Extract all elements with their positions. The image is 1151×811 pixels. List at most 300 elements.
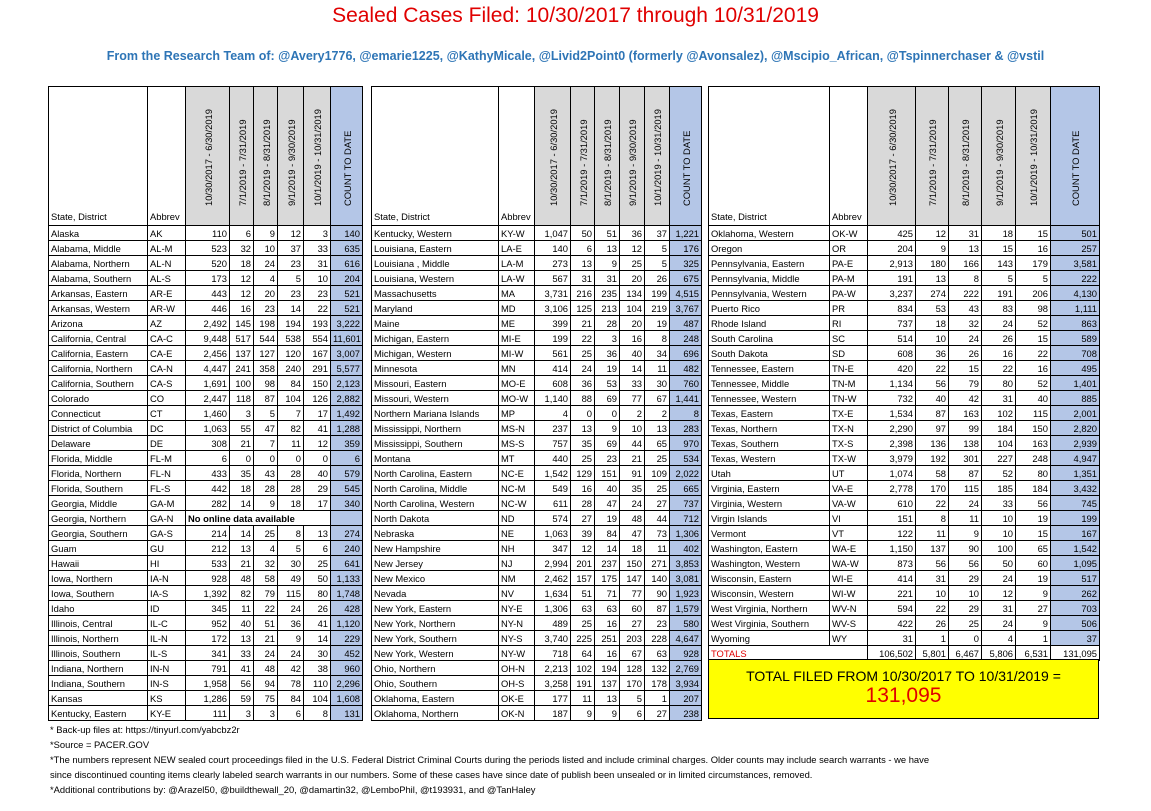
district-name: North Carolina, Western <box>372 496 499 511</box>
header-period <box>949 87 982 226</box>
count-to-date: 580 <box>670 616 702 631</box>
period-count: 53 <box>595 376 620 391</box>
period-count: 150 <box>304 376 331 391</box>
count-to-date: 1,111 <box>1051 301 1100 316</box>
district-name: Virgin Islands <box>709 511 830 526</box>
period-count: 31 <box>595 271 620 286</box>
period-count: 50 <box>304 571 331 586</box>
count-to-date: 579 <box>331 466 363 481</box>
table-row <box>49 286 363 301</box>
period-count: 36 <box>595 346 620 361</box>
period-count: 1,542 <box>535 466 571 481</box>
district-name: Kansas <box>49 691 148 706</box>
period-count: 67 <box>620 646 645 661</box>
district-name: California, Southern <box>49 376 148 391</box>
district-name: Virginia, Eastern <box>709 481 830 496</box>
district-name: New Jersey <box>372 556 499 571</box>
district-abbrev: NM <box>499 571 535 586</box>
district-name: Mississippi, Northern <box>372 421 499 436</box>
district-abbrev: VI <box>830 511 868 526</box>
period-count: 51 <box>595 226 620 241</box>
period-count: 11 <box>916 526 949 541</box>
period-count: 1 <box>645 691 670 706</box>
period-count: 102 <box>571 661 595 676</box>
district-abbrev: NC-W <box>499 496 535 511</box>
count-to-date: 2,001 <box>1051 406 1100 421</box>
period-count: 10 <box>949 586 982 601</box>
district-name: New Hampshire <box>372 541 499 556</box>
period-count: 0 <box>949 631 982 646</box>
period-count: 125 <box>571 301 595 316</box>
period-count: 425 <box>868 226 916 241</box>
district-abbrev: GA-S <box>148 526 186 541</box>
period-count: 40 <box>916 391 949 406</box>
period-count: 42 <box>949 391 982 406</box>
table-row <box>372 421 702 436</box>
period-count: 52 <box>1016 316 1051 331</box>
count-to-date: 1,120 <box>331 616 363 631</box>
district-abbrev: CO <box>148 391 186 406</box>
period-count: 118 <box>230 391 254 406</box>
period-count: 12 <box>916 226 949 241</box>
count-to-date: 3,934 <box>670 676 702 691</box>
period-count: 56 <box>1016 496 1051 511</box>
district-name: Colorado <box>49 391 148 406</box>
period-count: 56 <box>949 556 982 571</box>
period-count: 35 <box>620 481 645 496</box>
district-abbrev: NY-S <box>499 631 535 646</box>
period-count: 34 <box>645 346 670 361</box>
district-name: Tennessee, Eastern <box>709 361 830 376</box>
table-row <box>49 616 363 631</box>
period-count: 213 <box>595 301 620 316</box>
period-count: 0 <box>230 451 254 466</box>
period-count: 31 <box>868 631 916 646</box>
period-count: 2,456 <box>186 346 230 361</box>
footnote-contributors: *Additional contributions by: @Arazel50, @buildthewall_20, @damartin32, @LemboPhil, @t193931, and @TanHaley <box>50 784 536 795</box>
period-count: 17 <box>304 406 331 421</box>
count-to-date: 708 <box>1051 346 1100 361</box>
district-abbrev: FL-S <box>148 481 186 496</box>
district-abbrev: SC <box>830 331 868 346</box>
period-count: 136 <box>916 436 949 451</box>
district-name: Georgia, Northern <box>49 511 148 526</box>
district-name: Pennsylvania, Western <box>709 286 830 301</box>
total-period: 6,531 <box>1016 646 1051 661</box>
district-name: Texas, Eastern <box>709 406 830 421</box>
header-period <box>868 87 916 226</box>
total-period: 5,801 <box>916 646 949 661</box>
period-count: 109 <box>645 466 670 481</box>
period-count: 3 <box>304 226 331 241</box>
period-count: 221 <box>868 586 916 601</box>
count-to-date: 402 <box>670 541 702 556</box>
period-count: 65 <box>645 436 670 451</box>
period-count: 23 <box>278 256 304 271</box>
district-abbrev: NY-W <box>499 646 535 661</box>
district-name: Iowa, Southern <box>49 586 148 601</box>
header-count-label: COUNT TO DATE <box>341 130 353 206</box>
count-to-date: 248 <box>670 331 702 346</box>
period-count: 87 <box>916 406 949 421</box>
period-count: 22 <box>1016 346 1051 361</box>
table-row <box>372 226 702 241</box>
period-count: 40 <box>304 466 331 481</box>
period-count: 235 <box>595 286 620 301</box>
period-count: 69 <box>595 391 620 406</box>
period-count: 7 <box>278 406 304 421</box>
period-count: 2,213 <box>535 661 571 676</box>
period-count: 544 <box>254 331 278 346</box>
district-name: Missouri, Western <box>372 391 499 406</box>
district-name: Michigan, Western <box>372 346 499 361</box>
count-to-date: 4,515 <box>670 286 702 301</box>
period-count: 104 <box>304 691 331 706</box>
period-count: 0 <box>278 451 304 466</box>
district-name: Illinois, Northern <box>49 631 148 646</box>
period-count: 21 <box>254 631 278 646</box>
table-row <box>49 436 363 451</box>
count-to-date: 1,401 <box>1051 376 1100 391</box>
district-name: West Virginia, Southern <box>709 616 830 631</box>
district-name: Nevada <box>372 586 499 601</box>
count-to-date: 675 <box>670 271 702 286</box>
period-count: 150 <box>620 556 645 571</box>
district-name: Montana <box>372 451 499 466</box>
period-count: 22 <box>916 361 949 376</box>
table-row <box>49 631 363 646</box>
page-subtitle: From the Research Team of: @Avery1776, @emarie1225, @KathyMicale, @Livid2Point0 (formerly @Avonsalez), @Mscipio_African, @Tspinnerchaser & @vstil <box>106 49 1045 63</box>
period-count: 358 <box>254 361 278 376</box>
period-count: 15 <box>1016 331 1051 346</box>
header-period-label: 7/1/2019 - 7/31/2019 <box>927 119 938 206</box>
district-abbrev: CT <box>148 406 186 421</box>
period-count: 757 <box>535 436 571 451</box>
period-count: 237 <box>595 556 620 571</box>
period-count: 12 <box>620 241 645 256</box>
period-count: 52 <box>1016 376 1051 391</box>
district-abbrev: MT <box>499 451 535 466</box>
district-abbrev: OK-E <box>499 691 535 706</box>
period-count: 50 <box>571 226 595 241</box>
period-count: 2,778 <box>868 481 916 496</box>
period-count: 13 <box>916 271 949 286</box>
period-count: 517 <box>230 331 254 346</box>
period-count: 31 <box>949 226 982 241</box>
district-abbrev: WV-N <box>830 601 868 616</box>
table-row <box>49 256 363 271</box>
district-name: Ohio, Southern <box>372 676 499 691</box>
period-count: 4 <box>535 406 571 421</box>
district-name: Maine <box>372 316 499 331</box>
period-count: 22 <box>254 601 278 616</box>
header-period-label: 10/30/2017 - 6/30/2019 <box>202 109 214 206</box>
header-period <box>1016 87 1051 226</box>
period-count: 28 <box>254 481 278 496</box>
count-to-date: 167 <box>1051 526 1100 541</box>
period-count: 248 <box>1016 451 1051 466</box>
district-name: New Mexico <box>372 571 499 586</box>
header-period-label: 10/1/2019 - 10/31/2019 <box>312 109 323 206</box>
period-count: 9 <box>278 631 304 646</box>
period-count: 554 <box>304 331 331 346</box>
district-name: New York, Southern <box>372 631 499 646</box>
period-count: 23 <box>278 286 304 301</box>
period-count: 71 <box>595 586 620 601</box>
period-count: 206 <box>1016 286 1051 301</box>
period-count: 110 <box>186 226 230 241</box>
district-name: Georgia, Southern <box>49 526 148 541</box>
period-count: 2,913 <box>868 256 916 271</box>
period-count: 23 <box>254 301 278 316</box>
count-to-date: 3,853 <box>670 556 702 571</box>
period-count: 87 <box>949 466 982 481</box>
table-row <box>49 346 363 361</box>
period-count: 9 <box>595 706 620 721</box>
period-count: 1,063 <box>186 421 230 436</box>
period-count: 178 <box>645 676 670 691</box>
period-count: 13 <box>304 526 331 541</box>
district-name: Connecticut <box>49 406 148 421</box>
header-row <box>49 87 363 226</box>
district-abbrev: AR-W <box>148 301 186 316</box>
period-count: 24 <box>571 361 595 376</box>
count-to-date: 482 <box>670 361 702 376</box>
district-name: Delaware <box>49 436 148 451</box>
period-count: 22 <box>571 331 595 346</box>
district-abbrev: TN-M <box>830 376 868 391</box>
district-abbrev: GA-M <box>148 496 186 511</box>
period-count: 99 <box>949 421 982 436</box>
period-count: 132 <box>645 661 670 676</box>
district-abbrev: IA-S <box>148 586 186 601</box>
period-count: 489 <box>535 616 571 631</box>
period-count: 21 <box>620 451 645 466</box>
period-count: 341 <box>186 646 230 661</box>
district-abbrev: IN-N <box>148 661 186 676</box>
period-count: 13 <box>949 241 982 256</box>
period-count: 225 <box>571 631 595 646</box>
district-name: Oklahoma, Northern <box>372 706 499 721</box>
table-row <box>709 346 1100 361</box>
period-count: 791 <box>186 661 230 676</box>
count-to-date: 589 <box>1051 331 1100 346</box>
district-abbrev: NY-N <box>499 616 535 631</box>
period-count: 138 <box>949 436 982 451</box>
header-period-label: 8/1/2019 - 8/31/2019 <box>260 119 272 206</box>
period-count: 308 <box>186 436 230 451</box>
period-count: 11 <box>645 361 670 376</box>
period-count: 129 <box>571 466 595 481</box>
period-count: 3,979 <box>868 451 916 466</box>
period-count: 22 <box>982 361 1016 376</box>
period-count: 18 <box>230 481 254 496</box>
period-count: 28 <box>595 316 620 331</box>
period-count: 291 <box>304 361 331 376</box>
district-name: Louisiana, Eastern <box>372 241 499 256</box>
period-count: 25 <box>645 481 670 496</box>
period-count: 18 <box>916 316 949 331</box>
count-to-date: 534 <box>670 451 702 466</box>
district-name: North Carolina, Eastern <box>372 466 499 481</box>
district-abbrev: PR <box>830 301 868 316</box>
period-count: 97 <box>916 421 949 436</box>
count-to-date: 2,939 <box>1051 436 1100 451</box>
period-count: 47 <box>620 526 645 541</box>
period-count: 65 <box>1016 541 1051 556</box>
period-count: 3 <box>595 331 620 346</box>
period-count: 25 <box>949 616 982 631</box>
period-count: 16 <box>620 331 645 346</box>
period-count: 166 <box>949 256 982 271</box>
header-abbrev: Abbrev <box>148 87 186 226</box>
count-to-date: 3,432 <box>1051 481 1100 496</box>
district-abbrev: MN <box>499 361 535 376</box>
period-count: 33 <box>230 646 254 661</box>
district-abbrev: SD <box>830 346 868 361</box>
district-abbrev: PA-E <box>830 256 868 271</box>
period-count: 47 <box>595 496 620 511</box>
total-filed-value: 131,095 <box>865 684 942 707</box>
period-count: 11 <box>645 541 670 556</box>
table-row <box>49 301 363 316</box>
table-row <box>49 226 363 241</box>
district-abbrev: LA-W <box>499 271 535 286</box>
period-count: 28 <box>571 496 595 511</box>
period-count: 180 <box>916 256 949 271</box>
period-count: 33 <box>982 496 1016 511</box>
district-abbrev: AR-E <box>148 286 186 301</box>
period-count: 177 <box>535 691 571 706</box>
period-count: 3 <box>254 706 278 721</box>
period-count: 928 <box>186 571 230 586</box>
table-row <box>372 526 702 541</box>
count-to-date: 616 <box>331 256 363 271</box>
header-period <box>186 87 230 226</box>
period-count: 214 <box>186 526 230 541</box>
district-name: Illinois, Central <box>49 616 148 631</box>
district-abbrev: AK <box>148 226 186 241</box>
header-period <box>916 87 949 226</box>
header-period <box>982 87 1016 226</box>
table-row <box>372 676 702 691</box>
district-abbrev: OR <box>830 241 868 256</box>
header-period-label: 7/1/2019 - 7/31/2019 <box>236 119 248 206</box>
district-name: Florida, Northern <box>49 466 148 481</box>
period-count: 13 <box>595 241 620 256</box>
period-count: 137 <box>595 676 620 691</box>
period-count: 52 <box>982 466 1016 481</box>
period-count: 1 <box>1016 631 1051 646</box>
period-count: 14 <box>595 541 620 556</box>
header-period <box>535 87 571 226</box>
count-to-date: 37 <box>1051 631 1100 646</box>
district-name: Maryland <box>372 301 499 316</box>
period-count: 9 <box>571 706 595 721</box>
table-row <box>372 556 702 571</box>
district-table-2 <box>371 86 702 721</box>
period-count: 12 <box>571 541 595 556</box>
header-period-label: 10/1/2019 - 10/31/2019 <box>1028 109 1039 206</box>
period-count: 18 <box>620 541 645 556</box>
table-row <box>372 616 702 631</box>
count-to-date: 359 <box>331 436 363 451</box>
period-count: 1,134 <box>868 376 916 391</box>
period-count: 120 <box>278 346 304 361</box>
period-count: 157 <box>571 571 595 586</box>
district-name: Tennessee, Middle <box>709 376 830 391</box>
count-to-date: 495 <box>1051 361 1100 376</box>
no-data-note: No online data available <box>186 511 331 526</box>
totals-label: TOTALS <box>709 646 868 661</box>
count-to-date: 641 <box>331 556 363 571</box>
count-to-date: 517 <box>1051 571 1100 586</box>
period-count: 32 <box>230 241 254 256</box>
period-count: 422 <box>868 616 916 631</box>
period-count: 35 <box>571 436 595 451</box>
period-count: 75 <box>254 691 278 706</box>
period-count: 175 <box>595 571 620 586</box>
district-abbrev: MS-S <box>499 436 535 451</box>
period-count: 1,140 <box>535 391 571 406</box>
period-count: 191 <box>868 271 916 286</box>
period-count: 48 <box>620 511 645 526</box>
period-count: 574 <box>535 511 571 526</box>
period-count: 41 <box>304 616 331 631</box>
period-count: 184 <box>1016 481 1051 496</box>
district-name: Minnesota <box>372 361 499 376</box>
period-count: 13 <box>571 421 595 436</box>
period-count: 6 <box>230 226 254 241</box>
period-count: 10 <box>620 421 645 436</box>
count-to-date: 970 <box>670 436 702 451</box>
count-to-date: 2,123 <box>331 376 363 391</box>
period-count: 24 <box>254 646 278 661</box>
period-count: 420 <box>868 361 916 376</box>
period-count: 212 <box>186 541 230 556</box>
count-to-date: 521 <box>331 286 363 301</box>
period-count: 50 <box>982 556 1016 571</box>
period-count: 14 <box>230 496 254 511</box>
district-abbrev: VA-W <box>830 496 868 511</box>
period-count: 514 <box>868 331 916 346</box>
table-row <box>49 361 363 376</box>
period-count: 4 <box>254 271 278 286</box>
period-count: 19 <box>595 361 620 376</box>
period-count: 6 <box>304 541 331 556</box>
period-count: 222 <box>949 286 982 301</box>
district-abbrev: IL-N <box>148 631 186 646</box>
district-name: Ohio, Northern <box>372 661 499 676</box>
count-to-date: 501 <box>1051 226 1100 241</box>
period-count: 179 <box>1016 256 1051 271</box>
period-count: 104 <box>278 391 304 406</box>
period-count: 610 <box>868 496 916 511</box>
table-row <box>709 316 1100 331</box>
district-name: California, Central <box>49 331 148 346</box>
period-count: 29 <box>949 601 982 616</box>
period-count: 12 <box>230 286 254 301</box>
count-to-date: 928 <box>670 646 702 661</box>
period-count: 10 <box>916 586 949 601</box>
header-count-label: COUNT TO DATE <box>680 130 692 206</box>
header-count-to-date <box>670 87 702 226</box>
period-count: 21 <box>230 556 254 571</box>
total-period: 106,502 <box>868 646 916 661</box>
period-count: 2,447 <box>186 391 230 406</box>
table-row <box>372 496 702 511</box>
table-row <box>372 346 702 361</box>
